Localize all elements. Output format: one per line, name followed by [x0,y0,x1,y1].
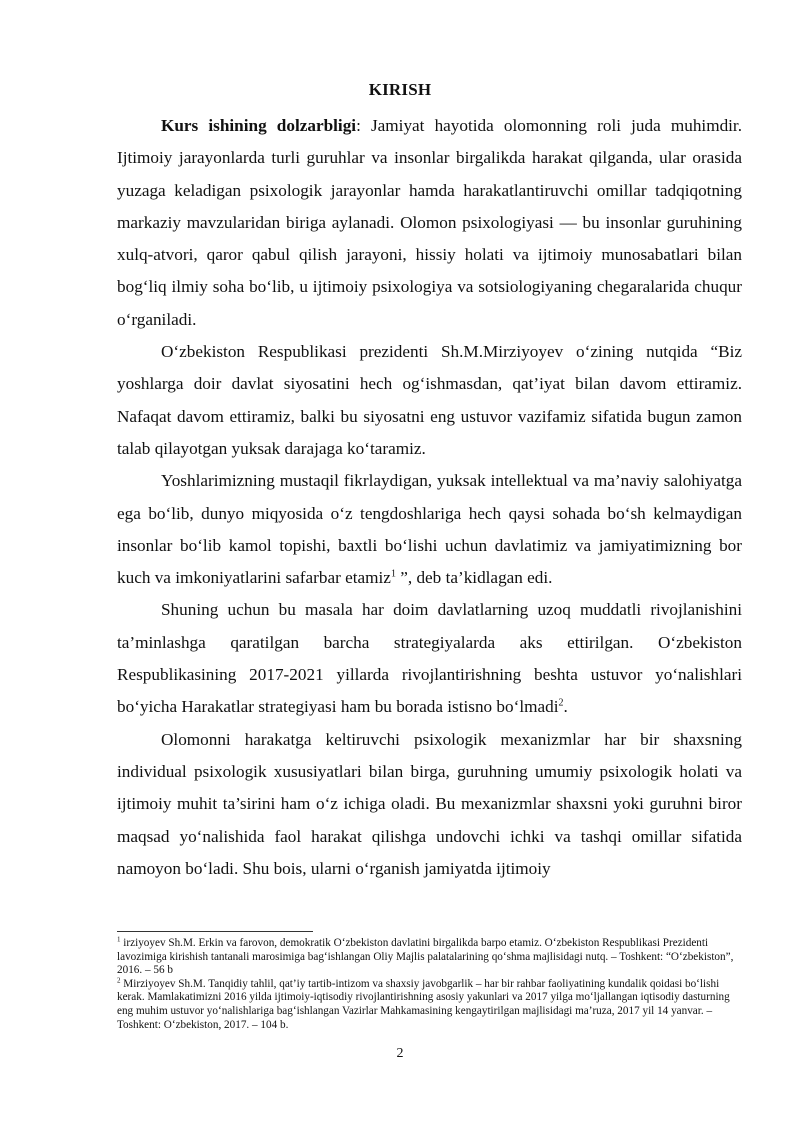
relevance-text: : Jamiyat hayotida olomonning roli juda muhimdir. Ijtimoiy jarayonlarda turli guruhlar va insonlar birgalikda harakat qilganda, ular orasida yuzaga keladigan psixologik jarayonlar hamda harakatlantiruvchi omillar tadqiqotning markaziy mavzularidan biriga aylanadi. Olomon psixologiyasi — bu insonlar guruhining xulq-atvori, qaror qabul qilish jarayoni, hissiy holati va ijtimoiy munosabatlari bilan bog‘liq ilmiy soha bo‘lib, u ijtimoiy psixologiya va sotsiologiyaning chegaralarida chuqur o‘rganiladi. [117,116,743,329]
paragraph-strategy [117,594,742,723]
youth-tail: ”, deb ta’kidlagan edi. [395,568,553,588]
footnote [117,978,742,1032]
footnote-text: Mirziyoyev Sh.M. Tanqidiy tahlil, qat’iy tartib-intizom va shaxsiy javobgarlik – har bir rahbar faoliyatining kundalik qoidasi bo‘lishi kerak. Mamlakatimizni 2016 yilda ijtimoiy-iqtisodiy rivojlantirishning asosiy yakunlari va 2017 yilga mo‘ljallangan iqtisodiy dasturning eng muhim ustuvor yo‘nalishlariga bag‘ishlangan Vazirlar Mahkamasining kengaytirilgan majlisidagi ma’ruza, 2017 yil 14 yanvar. – Toshkent: O‘zbekiston, 2017. – 104 b. [117,977,730,1031]
footnote-mark: 1 [117,935,121,944]
paragraph-mechanisms: Olomonni harakatga keltiruvchi psixologik mexanizmlar har bir shaxsning individual psixologik xususiyatlari bilan birga, guruhning umumiy psixologik holati va ijtimoiy muhit ta’sirini ham o‘z ichiga oladi. Bu mexanizmlar shaxsni yoki guruhni biror maqsad yo‘nalishida faol harakat qilishga undovchi ichki va tashqi omillar sifatida namoyon bo‘ladi. Shu bois, ularni o‘rganish jamiyatda ijtimoiy [117,729,742,878]
footnote-mark: 2 [117,976,121,985]
paragraph-youth [117,465,742,594]
relevance-lead: Kurs ishining dolzarbligi [161,116,357,135]
strategy-tail: . [563,697,568,717]
paragraph-relevance [117,110,742,336]
footnote-separator [117,931,313,932]
footnote-text: irziyoyev Sh.M. Erkin va farovon, demokratik O‘zbekiston davlatini birgalikda barpo etamiz. O‘zbekiston Respublikasi Prezidenti lavozimiga kirishish tantanali marosimiga bag‘ishlangan Oliy Majlis palatalarining qo‘shma majlisidagi nutq. – Toshkent: “O‘zbekiston”, 2016. – 56 b [117,937,734,977]
footnote [117,937,742,978]
footnote-ref-1[interactable]: 1 [390,568,396,580]
youth-text: Yoshlarimizning mustaqil fikrlaydigan, yuksak intellektual va ma’naviy salohiyatga ega bo‘lib, dunyo miqyosida o‘z tengdoshlariga hech qaysi sohada bo‘sh kelmaydigan insonlar bo‘lib kamol topishi, baxtli bo‘lishi uchun davlatimiz va jamiyatimizning bor kuch va imkoniyatlarini safarbar etamiz [117,471,742,588]
paragraph-president-speech: O‘zbekiston Respublikasi prezidenti Sh.M.Mirziyoyev o‘zining nutqida “Biz yoshlarga doir davlat siyosatini hech og‘ishmasdan, qat’iyat bilan davom ettiramiz. Nafaqat davom ettiramiz, balki bu siyosatni eng ustuvor vazifamiz sifatida bugun zamon talab qilayotgan yuksak darajaga ko‘taramiz. [117,342,742,458]
section-heading: KIRISH [368,80,432,99]
body-text [117,110,742,885]
footnote-ref-2[interactable]: 2 [558,697,564,709]
footnotes [117,937,742,1032]
strategy-text: Shuning uchun bu masala har doim davlatlarning uzoq muddatli rivojlanishini ta’minlashga qaratilgan barcha strategiyalarda aks ettirilgan. O‘zbekiston Respublikasining 2017-2021 yillarda rivojlantirishning beshta ustuvor yo‘nalishlari bo‘yicha Harakatlar strategiyasi ham bu borada istisno bo‘lmadi [117,600,742,717]
page-number: 2 [396,1046,404,1061]
